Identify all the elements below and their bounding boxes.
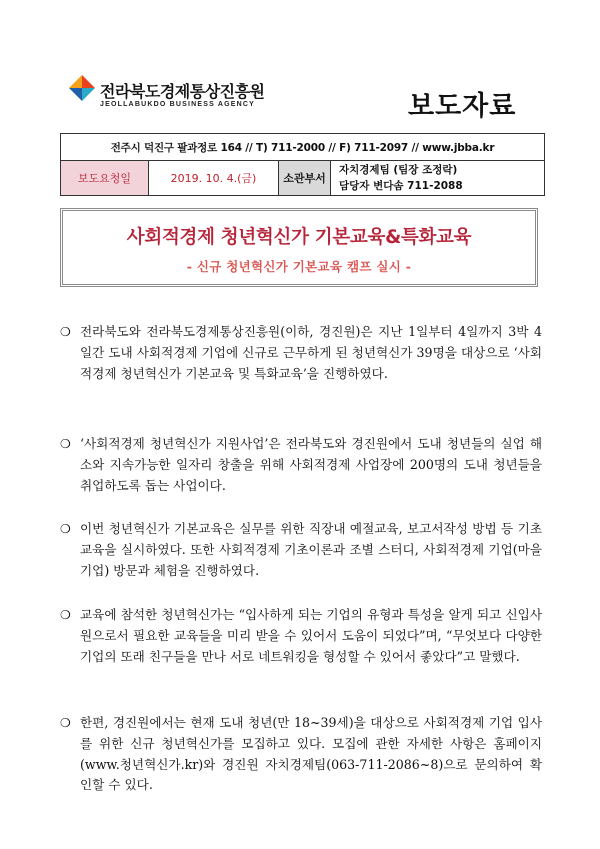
bullet-circle-icon: ❍ xyxy=(60,437,71,451)
bullet-circle-icon: ❍ xyxy=(60,716,71,730)
bullet-circle-icon: ❍ xyxy=(60,608,71,622)
body-paragraph xyxy=(60,519,542,581)
headline-box xyxy=(60,208,538,287)
bullet-circle-icon: ❍ xyxy=(60,325,71,339)
organization-name: 전라북도경제통상진흥원 xyxy=(100,82,265,101)
agency-logo-icon xyxy=(68,74,96,102)
body-paragraph xyxy=(60,605,542,667)
body-paragraph xyxy=(60,322,542,384)
press-info-table xyxy=(60,133,545,196)
paragraph-text: 이번 청년혁신가 기본교육은 실무를 위한 직장내 예절교육, 보고서작성 방법 등 기초 교육을 실시하였다. 또한 사회적경제 기초이론과 조별 스터디, 사회적경제 기업(마을기업) 방문과 체험을 진행하였다. xyxy=(80,521,542,578)
team-name: 자치경제팀 (팀장 조정락) xyxy=(339,164,458,176)
document-type-title: 보도자료 xyxy=(408,91,517,122)
department-label: 소관부서 xyxy=(279,161,331,196)
body-paragraph xyxy=(60,713,542,796)
paragraph-text: ‘사회적경제 청년혁신가 지원사업’은 전라북도와 경진원에서 도내 청년들의 실업 해소와 지속가능한 일자리 창출을 위해 사회적경제 사업장에 200명의 도내 청년들을 취업하도록 돕는 사업이다. xyxy=(80,436,542,493)
request-date-label: 보도요청일 xyxy=(61,161,149,196)
body-paragraph xyxy=(60,434,542,496)
contact-line: 전주시 덕진구 팔과정로 164 // T) 711-2000 // F) 711-2097 // www.jbba.kr xyxy=(61,134,545,161)
contact-person: 담당자 변다솜 711-2088 xyxy=(339,180,463,192)
department-contact xyxy=(331,161,545,196)
bullet-circle-icon: ❍ xyxy=(60,522,71,536)
paragraph-text: 교육에 참석한 청년혁신가는 “입사하게 되는 기업의 유형과 특성을 알게 되고 신입사원으로서 필요한 교육들을 미리 받을 수 있어서 도움이 되었다”며, “무엇보다 다양한 기업의 또래 친구들을 만나 서로 네트워킹을 형성할 수 있어서 좋았다”고 말했다. xyxy=(80,607,542,664)
paragraph-text: 한편, 경진원에서는 현재 도내 청년(만 18~39세)을 대상으로 사회적경제 기업 입사를 위한 신규 청년혁신가를 모집하고 있다. 모집에 관한 자세한 사항은 홈페이지(www.청년혁신가.kr)와 경진원 자치경제팀(063-711-2086~8)으로 문의하여 확인할 수 있다. xyxy=(80,715,542,793)
paragraph-text: 전라북도와 전라북도경제통상진흥원(이하, 경진원)은 지난 1일부터 4일까지 3박 4일간 도내 사회적경제 기업에 신규로 근무하게 된 청년혁신가 39명을 대상으로 ‘사회적경제 청년혁신가 기본교육 및 특화교육’을 진행하였다. xyxy=(80,324,542,381)
sub-headline: - 신규 청년혁신가 기본교육 캠프 실시 - xyxy=(186,259,412,274)
request-date-value: 2019. 10. 4.(금) xyxy=(149,161,279,196)
organization-name-english: JEOLLABUKDO BUSINESS AGENCY xyxy=(100,101,256,108)
headline: 사회적경제 청년혁신가 기본교육&특화교육 xyxy=(126,227,472,248)
